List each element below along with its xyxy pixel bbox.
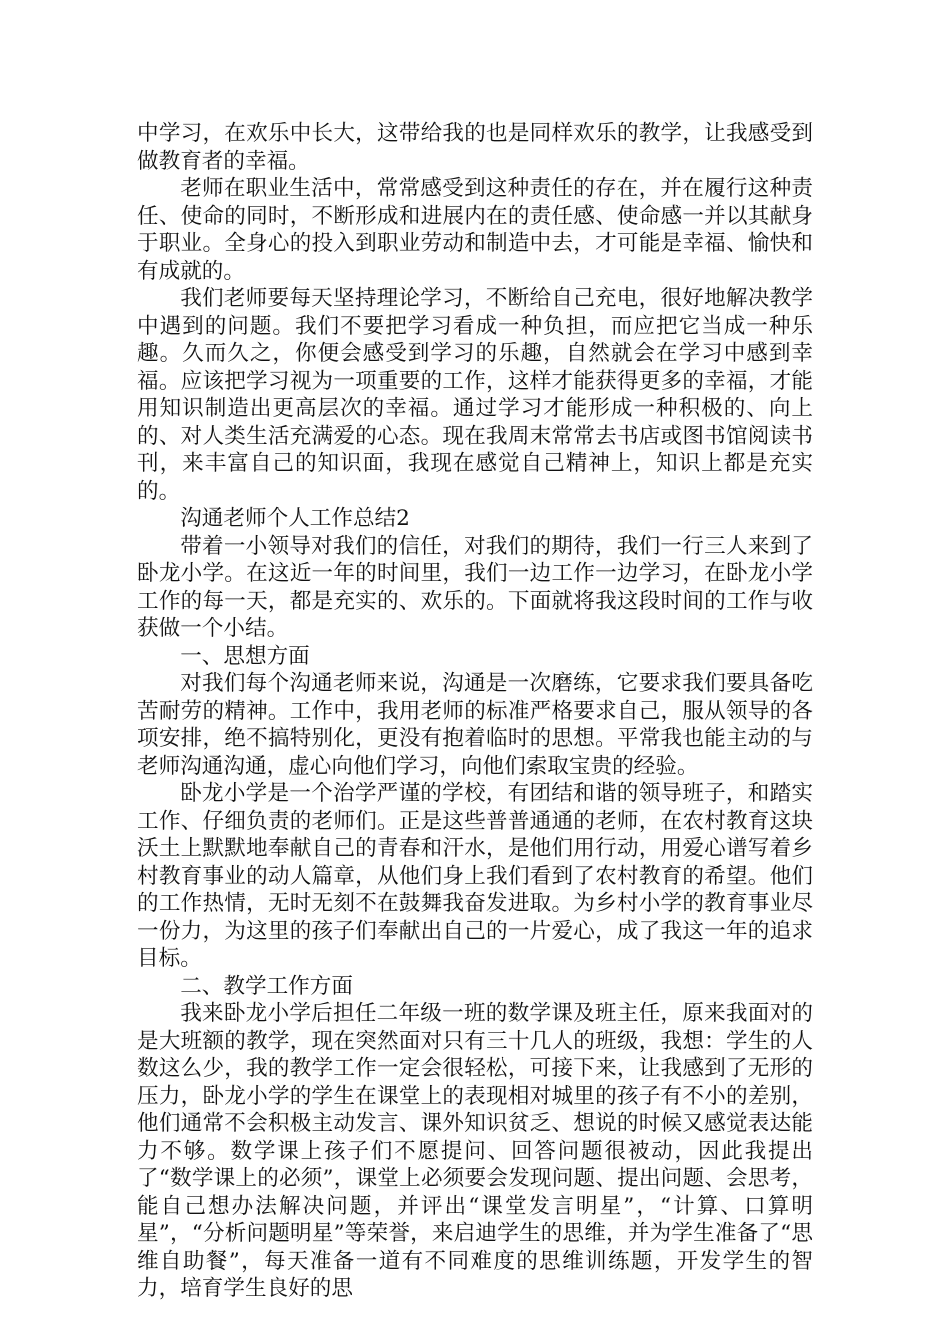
document-page (137, 120, 813, 1303)
paragraph-6: 卧龙小学是一个治学严谨的学校，有团结和谐的领导班子，和踏实工作、仔细负责的老师们。正是这些普普通通的老师，在农村教育这块沃土上默默地奉献自己的青春和汗水，是他们用行动，用爱心谱写着乡村教育事业的动人篇章，从他们身上我们看到了农村教育的希望。他们的工作热情，无时无刻不在鼓舞我奋发进取。为乡村小学的教育事业尽一份力，为这里的孩子们奉献出自己的一片爱心，成了我这一年的追求目标。 (137, 781, 813, 971)
paragraph-1: 中学习，在欢乐中长大，这带给我的也是同样欢乐的教学，让我感受到做教育者的幸福。 (137, 121, 813, 174)
heading-teaching: 二、教学工作方面 (180, 973, 353, 999)
paragraph-7: 我来卧龙小学后担任二年级一班的数学课及班主任，原来我面对的是大班额的教学，现在突然面对只有三十几人的班级，我想：学生的人数这么少，我的教学工作一定会很轻松，可接下来，让我感到了无形的压力，卧龙小学的学生在课堂上的表现相对城里的孩子有不小的差别，他们通常不会积极主动发言、课外知识贫乏、想说的时候又感觉表达能力不够。数学课上孩子们不愿提问、回答问题很被动，因此我提出了“数学课上的必须”，课堂上必须要会发现问题、提出问题、会思考，能自己想办法解决问题，并评出“课堂发言明星”，“计算、口算明星”，“分析问题明星”等荣誉，来启迪学生的思维，并为学生准备了“思维自助餐”，每天准备一道有不同难度的思维训练题，开发学生的智力，培育学生良好的思 (137, 1001, 813, 1301)
heading-thought: 一、思想方面 (180, 643, 310, 669)
paragraph-4: 带着一小领导对我们的信任，对我们的期待，我们一行三人来到了卧龙小学。在这近一年的时间里，我们一边工作一边学习，在卧龙小学工作的每一天，都是充实的、欢乐的。下面就将我这段时间的工作与收获做一个小结。 (137, 533, 813, 641)
paragraph-5: 对我们每个沟通老师来说，沟通是一次磨练，它要求我们要具备吃苦耐劳的精神。工作中，我用老师的标准严格要求自己，服从领导的各项安排，绝不搞特别化，更没有抱着临时的思想。平常我也能主动的与老师沟通沟通，虚心向他们学习，向他们索取宝贵的经验。 (137, 671, 813, 779)
paragraph-3: 我们老师要每天坚持理论学习，不断给自己充电，很好地解决教学中遇到的问题。我们不要把学习看成一种负担，而应把它当成一种乐趣。久而久之，你便会感受到学习的乐趣，自然就会在学习中感到幸福。应该把学习视为一项重要的工作，这样才能获得更多的幸福，才能用知识制造出更高层次的幸福。通过学习才能形成一种积极的、向上的、对人类生活充满爱的心态。现在我周末常常去书店或图书馆阅读书刊，来丰富自己的知识面，我现在感觉自己精神上，知识上都是充实的。 (137, 286, 813, 504)
paragraph-2: 老师在职业生活中，常常感受到这种责任的存在，并在履行这种责任、使命的同时，不断形成和进展内在的责任感、使命感一并以其献身于职业。全身心的投入到职业劳动和制造中去，才可能是幸福、愉快和有成就的。 (137, 176, 813, 284)
section-title: 沟通老师个人工作总结2 (180, 506, 410, 531)
